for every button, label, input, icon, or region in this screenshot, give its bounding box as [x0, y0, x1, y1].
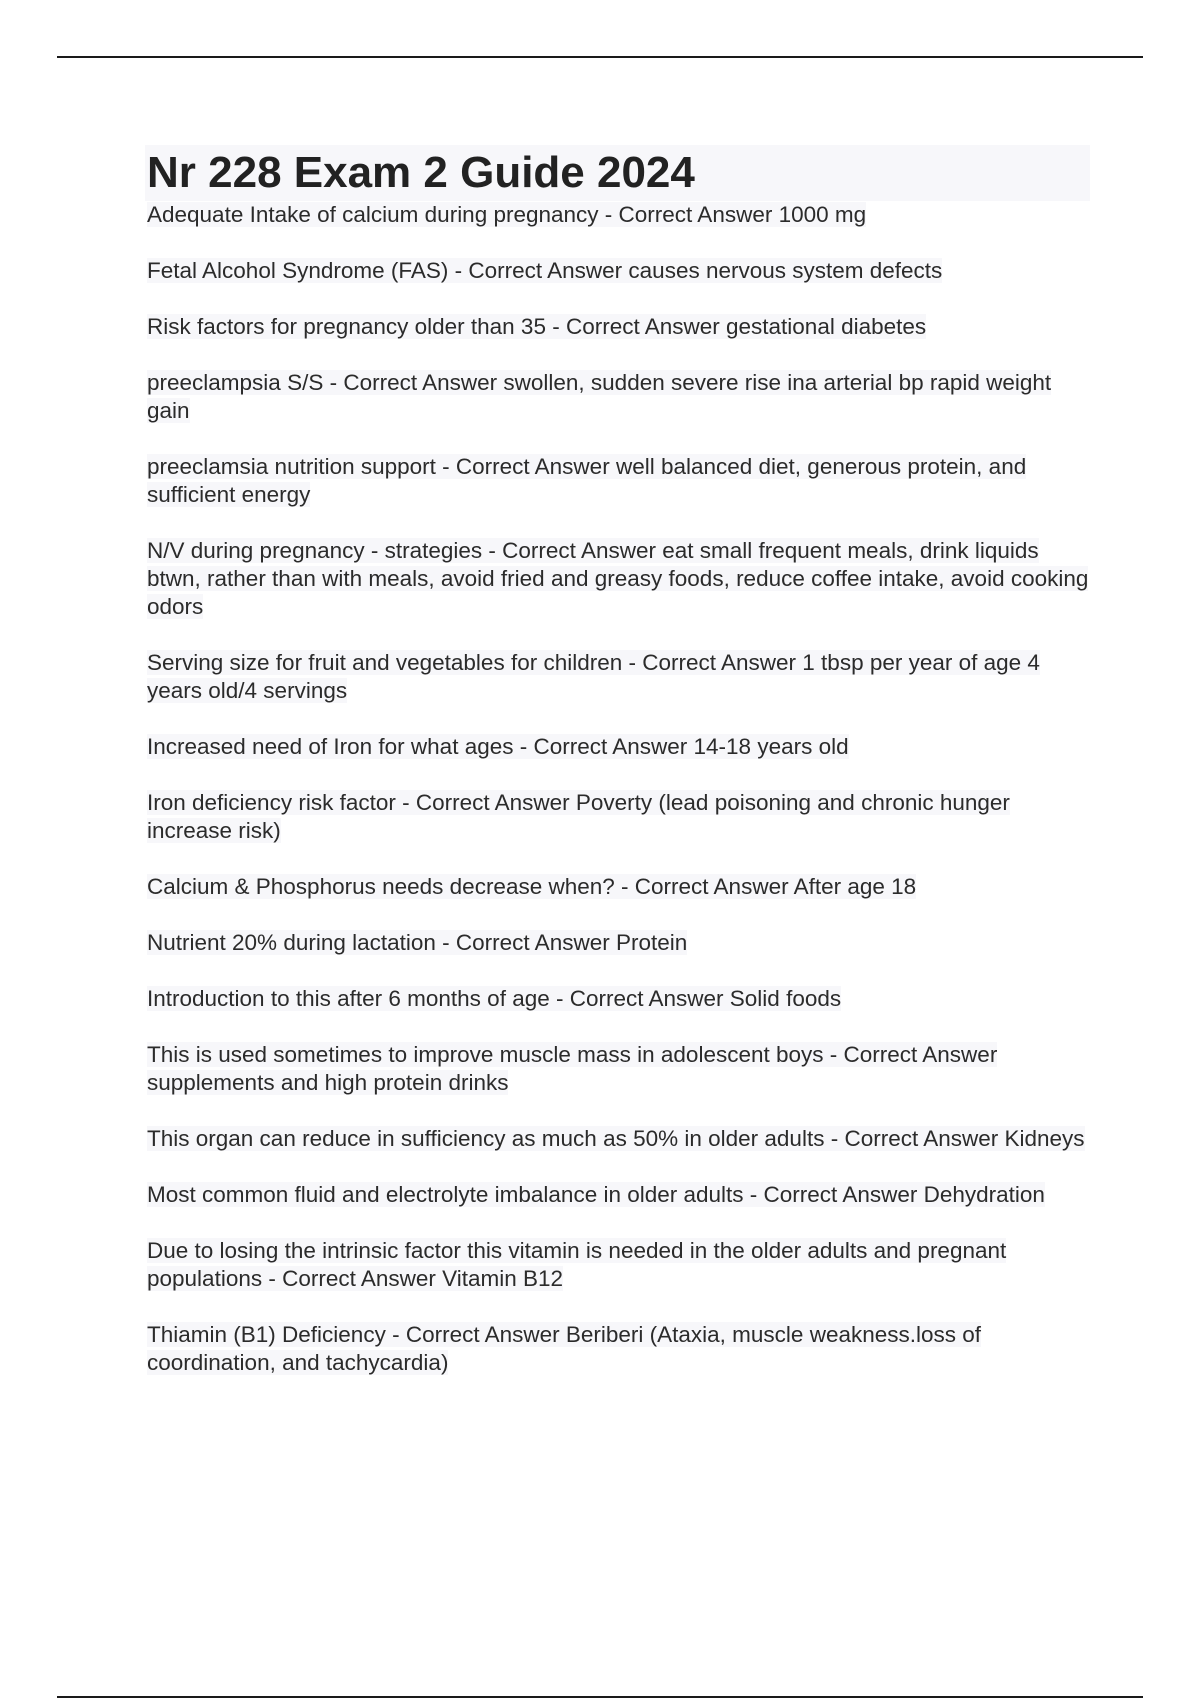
- list-item: Introduction to this after 6 months of age - Correct Answer Solid foods: [147, 986, 842, 1011]
- list-item: Adequate Intake of calcium during pregnancy - Correct Answer 1000 mg: [147, 202, 867, 227]
- list-item: Serving size for fruit and vegetables for children - Correct Answer 1 tbsp per year of age 4 years old/4 servings: [147, 650, 1040, 703]
- list-item: preeclamsia nutrition support - Correct Answer well balanced diet, generous protein, and sufficient energy: [147, 454, 1027, 507]
- list-item: Increased need of Iron for what ages - Correct Answer 14-18 years old: [147, 734, 849, 759]
- list-item: preeclampsia S/S - Correct Answer swollen, sudden severe rise ina arterial bp rapid weight gain: [147, 370, 1052, 423]
- page-title: Nr 228 Exam 2 Guide 2024: [145, 145, 1090, 201]
- list-item: Thiamin (B1) Deficiency - Correct Answer Beriberi (Ataxia, muscle weakness.loss of coordination, and tachycardia): [147, 1322, 982, 1375]
- list-item: N/V during pregnancy - strategies - Correct Answer eat small frequent meals, drink liquids btwn, rather than with meals, avoid fried and greasy foods, reduce coffee intake, avoid cooking odors: [147, 538, 1089, 619]
- list-item: Most common fluid and electrolyte imbalance in older adults - Correct Answer Dehydration: [147, 1182, 1045, 1207]
- list-item: Calcium & Phosphorus needs decrease when? - Correct Answer After age 18: [147, 874, 917, 899]
- document-body: [145, 145, 1090, 1405]
- list-item: Due to losing the intrinsic factor this vitamin is needed in the older adults and pregnant populations - Correct Answer Vitamin B12: [147, 1238, 1007, 1291]
- top-divider: [57, 56, 1143, 58]
- qa-list: [145, 201, 1090, 1377]
- list-item: Risk factors for pregnancy older than 35 - Correct Answer gestational diabetes: [147, 314, 927, 339]
- list-item: This organ can reduce in sufficiency as much as 50% in older adults - Correct Answer Kidneys: [147, 1126, 1085, 1151]
- list-item: Nutrient 20% during lactation - Correct Answer Protein: [147, 930, 688, 955]
- list-item: Iron deficiency risk factor - Correct Answer Poverty (lead poisoning and chronic hunger increase risk): [147, 790, 1010, 843]
- list-item: This is used sometimes to improve muscle mass in adolescent boys - Correct Answer supplements and high protein drinks: [147, 1042, 998, 1095]
- list-item: Fetal Alcohol Syndrome (FAS) - Correct Answer causes nervous system defects: [147, 258, 943, 283]
- bottom-divider: [57, 1696, 1143, 1698]
